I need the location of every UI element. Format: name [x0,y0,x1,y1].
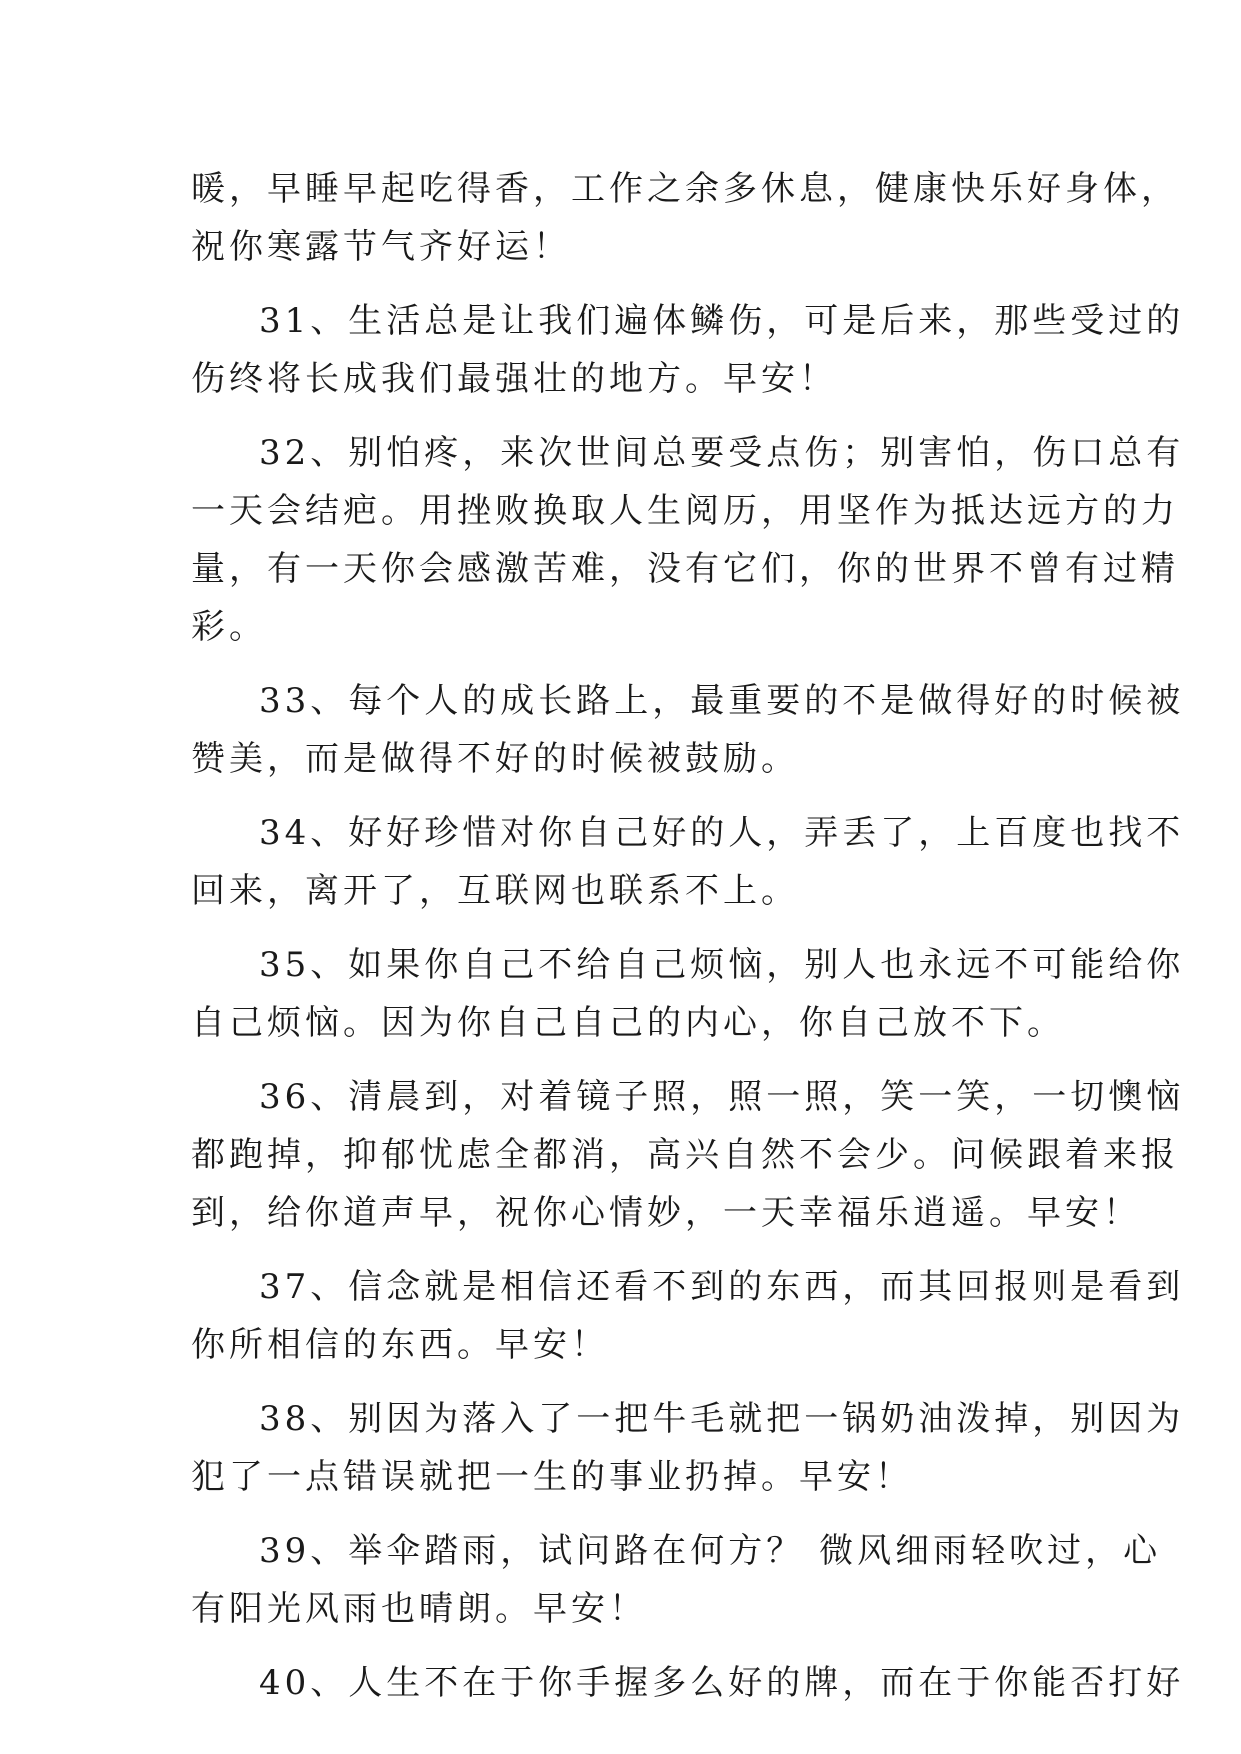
text-line: 量，有一天你会感激苦难，没有它们，你的世界不曾有过精 [191,549,1179,589]
text-line: 祝你寒露节气齐好运！ [191,227,571,267]
paragraph [191,160,1179,276]
paragraph [191,672,1185,788]
paragraph [191,1522,1162,1638]
text-line: 37、信念就是相信还看不到的东西，而其回报则是看到 [259,1267,1185,1307]
text-line: 伤终将长成我们最强壮的地方。早安！ [191,359,837,399]
text-line: 38、别因为落入了一把牛毛就把一锅奶油泼掉，别因为 [259,1399,1185,1439]
paragraph [191,424,1185,656]
paragraph [191,936,1185,1052]
text-line: 35、如果你自己不给自己烦恼，别人也永远不可能给你 [259,945,1185,985]
text-line: 你所相信的东西。早安！ [191,1325,609,1365]
text-line: 一天会结疤。用挫败换取人生阅历，用坚作为抵达远方的力 [191,491,1179,531]
text-line: 31、生活总是让我们遍体鳞伤，可是后来，那些受过的 [259,301,1185,341]
text-line: 36、清晨到，对着镜子照，照一照，笑一笑，一切懊恼 [259,1077,1185,1117]
paragraph [191,1390,1185,1506]
text-line: 40、人生不在于你手握多么好的牌，而在于你能否打好 [259,1663,1185,1703]
paragraph [191,292,1185,408]
text-line: 彩。 [191,607,267,647]
text-line: 33、每个人的成长路上，最重要的不是做得好的时候被 [259,681,1185,721]
text-line: 有阳光风雨也晴朗。早安！ [191,1589,647,1629]
text-line: 都跑掉，抑郁忧虑全都消，高兴自然不会少。问候跟着来报 [191,1135,1179,1175]
text-line: 39、举伞踏雨，试问路在何方？ 微风细雨轻吹过，心 [259,1531,1162,1571]
text-line: 暖，早睡早起吃得香，工作之余多休息，健康快乐好身体， [191,169,1179,209]
paragraph [191,1654,1185,1712]
paragraph [191,804,1185,920]
text-line: 32、别怕疼，来次世间总要受点伤；别害怕，伤口总有 [259,433,1185,473]
text-line: 犯了一点错误就把一生的事业扔掉。早安！ [191,1457,913,1497]
text-line: 34、好好珍惜对你自己好的人，弄丢了，上百度也找不 [259,813,1185,853]
document-body [191,160,1185,1712]
paragraph [191,1068,1185,1242]
text-line: 赞美，而是做得不好的时候被鼓励。 [191,739,799,779]
text-line: 回来，离开了，互联网也联系不上。 [191,871,799,911]
text-line: 到，给你道声早，祝你心情妙，一天幸福乐逍遥。早安！ [191,1193,1141,1233]
text-line: 自己烦恼。因为你自己自己的内心，你自己放不下。 [191,1003,1065,1043]
paragraph [191,1258,1185,1374]
